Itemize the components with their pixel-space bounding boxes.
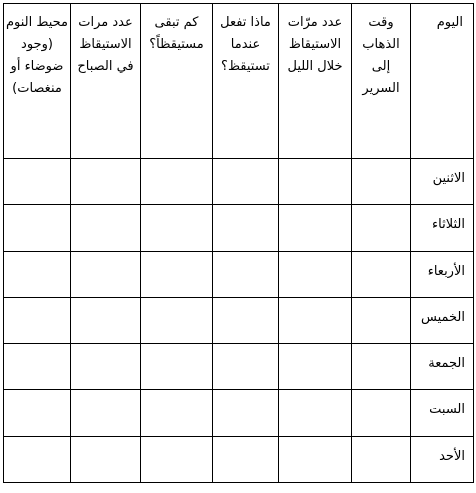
empty-cell[interactable]	[141, 158, 213, 204]
table-row	[4, 251, 474, 297]
day-label: الثلاثاء	[411, 205, 474, 251]
day-label: الأحد	[411, 436, 474, 482]
empty-cell[interactable]	[4, 297, 71, 343]
table-row	[4, 390, 474, 436]
header-how-long-awake: كم تبقى مستيقظاً؟	[141, 4, 213, 159]
empty-cell[interactable]	[71, 344, 141, 390]
empty-cell[interactable]	[71, 251, 141, 297]
table-row	[4, 297, 474, 343]
day-label: السبت	[411, 390, 474, 436]
empty-cell[interactable]	[352, 205, 411, 251]
empty-cell[interactable]	[213, 251, 279, 297]
empty-cell[interactable]	[352, 297, 411, 343]
empty-cell[interactable]	[352, 344, 411, 390]
header-night-wakings: عدد مرّات الاستيقاظ خلال الليل	[279, 4, 352, 159]
empty-cell[interactable]	[71, 390, 141, 436]
header-environment: محيط النوم (وجود ضوضاء أو منغصات)	[4, 4, 71, 159]
sleep-log-table	[3, 3, 474, 483]
empty-cell[interactable]	[352, 251, 411, 297]
empty-cell[interactable]	[213, 344, 279, 390]
empty-cell[interactable]	[279, 390, 352, 436]
empty-cell[interactable]	[141, 436, 213, 482]
empty-cell[interactable]	[4, 390, 71, 436]
table-row	[4, 344, 474, 390]
empty-cell[interactable]	[279, 205, 352, 251]
empty-cell[interactable]	[141, 251, 213, 297]
empty-cell[interactable]	[71, 205, 141, 251]
empty-cell[interactable]	[279, 297, 352, 343]
header-bedtime: وقت الذهاب إلى السرير	[352, 4, 411, 159]
day-label: الخميس	[411, 297, 474, 343]
day-label: الجمعة	[411, 344, 474, 390]
header-day: اليوم	[411, 4, 474, 159]
empty-cell[interactable]	[213, 158, 279, 204]
empty-cell[interactable]	[279, 436, 352, 482]
table-row	[4, 205, 474, 251]
day-label: الأربعاء	[411, 251, 474, 297]
empty-cell[interactable]	[213, 436, 279, 482]
empty-cell[interactable]	[352, 390, 411, 436]
header-morning-wakings: عدد مرات الاستيقاظ في الصباح	[71, 4, 141, 159]
empty-cell[interactable]	[71, 436, 141, 482]
empty-cell[interactable]	[4, 344, 71, 390]
empty-cell[interactable]	[279, 344, 352, 390]
empty-cell[interactable]	[213, 205, 279, 251]
table-row	[4, 436, 474, 482]
header-row	[4, 4, 474, 159]
empty-cell[interactable]	[141, 297, 213, 343]
empty-cell[interactable]	[213, 297, 279, 343]
empty-cell[interactable]	[4, 436, 71, 482]
empty-cell[interactable]	[352, 158, 411, 204]
empty-cell[interactable]	[141, 390, 213, 436]
table-row	[4, 158, 474, 204]
empty-cell[interactable]	[279, 251, 352, 297]
empty-cell[interactable]	[71, 158, 141, 204]
empty-cell[interactable]	[4, 205, 71, 251]
empty-cell[interactable]	[141, 344, 213, 390]
header-what-do: ماذا تفعل عندما تستيقظ؟	[213, 4, 279, 159]
empty-cell[interactable]	[352, 436, 411, 482]
empty-cell[interactable]	[4, 251, 71, 297]
empty-cell[interactable]	[4, 158, 71, 204]
empty-cell[interactable]	[279, 158, 352, 204]
day-label: الاثنين	[411, 158, 474, 204]
empty-cell[interactable]	[71, 297, 141, 343]
empty-cell[interactable]	[141, 205, 213, 251]
empty-cell[interactable]	[213, 390, 279, 436]
